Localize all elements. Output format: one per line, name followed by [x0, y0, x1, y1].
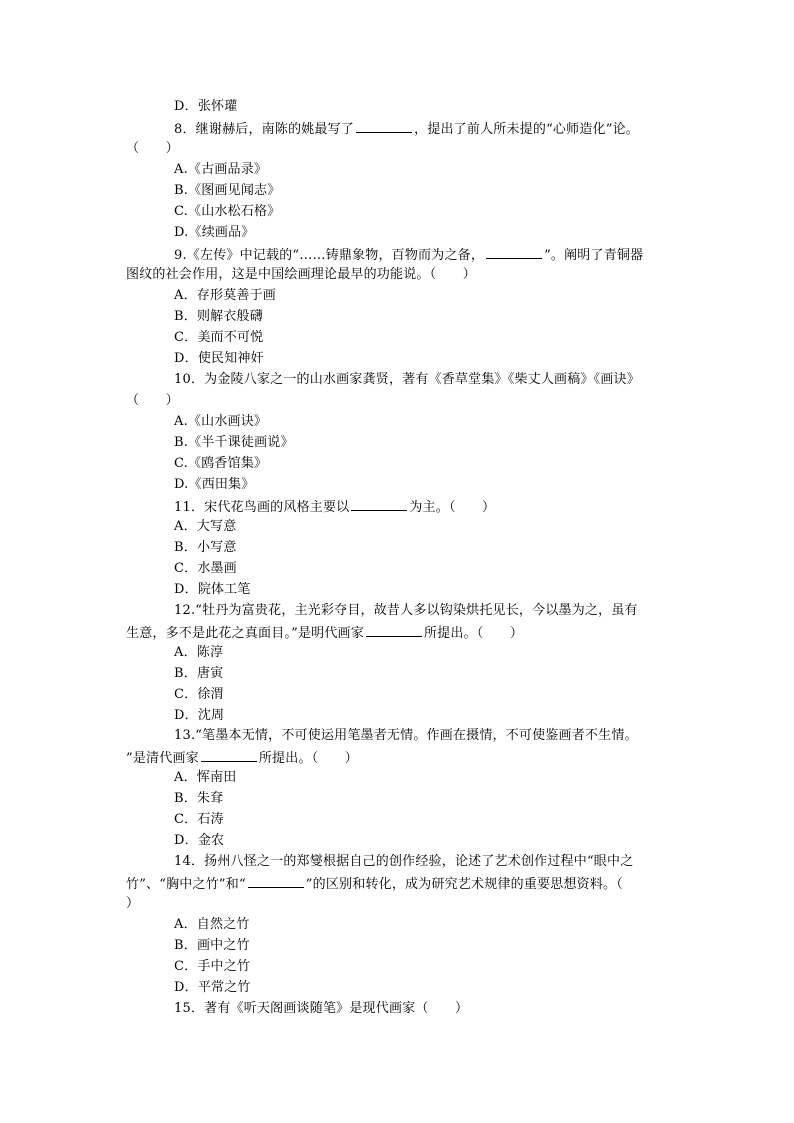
question-11-stem — [174, 496, 495, 516]
question-10-stem: 10．为金陵八家之一的山水画家龚贤，著有《香草堂集》《柴丈人画稿》《画诀》 — [174, 372, 640, 387]
q13-answer-blank — [201, 747, 257, 762]
option-q9-c: C．美而不可悦 — [174, 330, 264, 345]
q11-stem-part2: 为主。（ ） — [409, 500, 496, 515]
option-q8-a: A.《古画品录》 — [174, 162, 268, 177]
option-q11-b: B．小写意 — [174, 540, 237, 555]
q8-stem-part2: ，提出了前人所未提的“心师造化”论。 — [414, 122, 639, 137]
q9-stem-continuation: 图纹的社会作用，这是中国绘画理论最早的功能说。（ ） — [126, 267, 476, 282]
option-q14-a: A．自然之竹 — [174, 917, 250, 932]
option-q12-a: A．陈淳 — [174, 645, 224, 660]
q8-answer-blank — [356, 118, 412, 133]
q13-cont-part1: ”是清代画家 — [126, 751, 199, 766]
q8-stem-part1: 8．继谢赫后，南陈的姚最写了 — [174, 122, 355, 137]
q9-answer-blank — [486, 244, 542, 259]
option-q13-a: A．恽南田 — [174, 770, 237, 785]
q8-answer-bracket: （ ） — [126, 141, 179, 156]
option-q14-b: B．画中之竹 — [174, 938, 250, 953]
q14-cont-part1: 竹”、“胸中之竹”和“ — [126, 877, 246, 892]
q13-stem-continuation — [126, 747, 358, 767]
option-q8-c: C.《山水松石格》 — [174, 204, 281, 219]
option-q11-c: C．水墨画 — [174, 561, 237, 576]
question-8-stem — [174, 118, 639, 138]
question-13-stem: 13.“笔墨本无情，不可使运用笔墨者无情。作画在摄情，不可使鉴画者不生情。 — [174, 728, 638, 743]
option-q12-b: B．唐寅 — [174, 666, 224, 681]
q12-cont-part2: 所提出。（ ） — [423, 626, 524, 641]
option-q14-c: C．手中之竹 — [174, 959, 251, 974]
q12-stem-continuation — [126, 622, 523, 642]
option-q10-a: A.《山水画诀》 — [174, 414, 268, 429]
option-q10-d: D.《西田集》 — [174, 477, 255, 492]
option-q10-b: B.《半千课徒画说》 — [174, 435, 294, 450]
question-15-stem: 15．著有《听天阁画谈随笔》是现代画家（ ） — [174, 1001, 469, 1016]
q12-answer-blank — [366, 622, 422, 637]
q13-cont-part2: 所提出。（ ） — [258, 751, 358, 766]
option-q13-d: D．金农 — [174, 833, 225, 848]
option-q9-a: A．存形莫善于画 — [174, 288, 276, 303]
option-q14-d: D．平常之竹 — [174, 980, 251, 995]
option-q11-a: A．大写意 — [174, 519, 237, 534]
option-q8-b: B.《图画见闻志》 — [174, 183, 281, 198]
option-q10-c: C.《鸥香馆集》 — [174, 456, 268, 471]
q14-stem-continuation — [126, 873, 623, 893]
q14-cont-part2: ”的区别和转化，成为研究艺术规律的重要思想资料。（ — [305, 877, 623, 892]
question-12-stem: 12.“牡丹为富贵花，主光彩夺目，故昔人多以钩染烘托见长，今以墨为之，虽有 — [174, 603, 638, 618]
option-q9-b: B．则解衣般礴 — [174, 309, 263, 324]
q14-answer-blank — [248, 873, 304, 888]
option-q7-d: D．张怀瓘 — [174, 99, 238, 114]
q9-stem-part2: ”。阐明了青铜器 — [544, 248, 644, 263]
option-q12-d: D．沈周 — [174, 708, 225, 723]
q11-answer-blank — [351, 496, 407, 511]
option-q8-d: D.《续画品》 — [174, 225, 255, 240]
q10-answer-bracket: （ ） — [126, 393, 179, 408]
question-14-stem: 14．扬州八怪之一的郑燮根据自己的创作经验，论述了艺术创作过程中“眼中之 — [174, 854, 634, 869]
question-9-stem — [174, 244, 643, 264]
option-q13-b: B．朱耷 — [174, 791, 224, 806]
q9-stem-part1: 9.《左传》中记载的“……铸鼎象物，百物而为之备， — [174, 248, 485, 263]
q14-bracket-close: ） — [126, 896, 140, 911]
option-q11-d: D．院体工笔 — [174, 582, 251, 597]
q11-stem-part1: 11．宋代花鸟画的风格主要以 — [174, 500, 350, 515]
q12-cont-part1: 生意，多不是此花之真面目。”是明代画家 — [126, 626, 364, 641]
option-q13-c: C．石涛 — [174, 812, 224, 827]
option-q12-c: C．徐渭 — [174, 687, 224, 702]
option-q9-d: D．使民知神奸 — [174, 351, 264, 366]
